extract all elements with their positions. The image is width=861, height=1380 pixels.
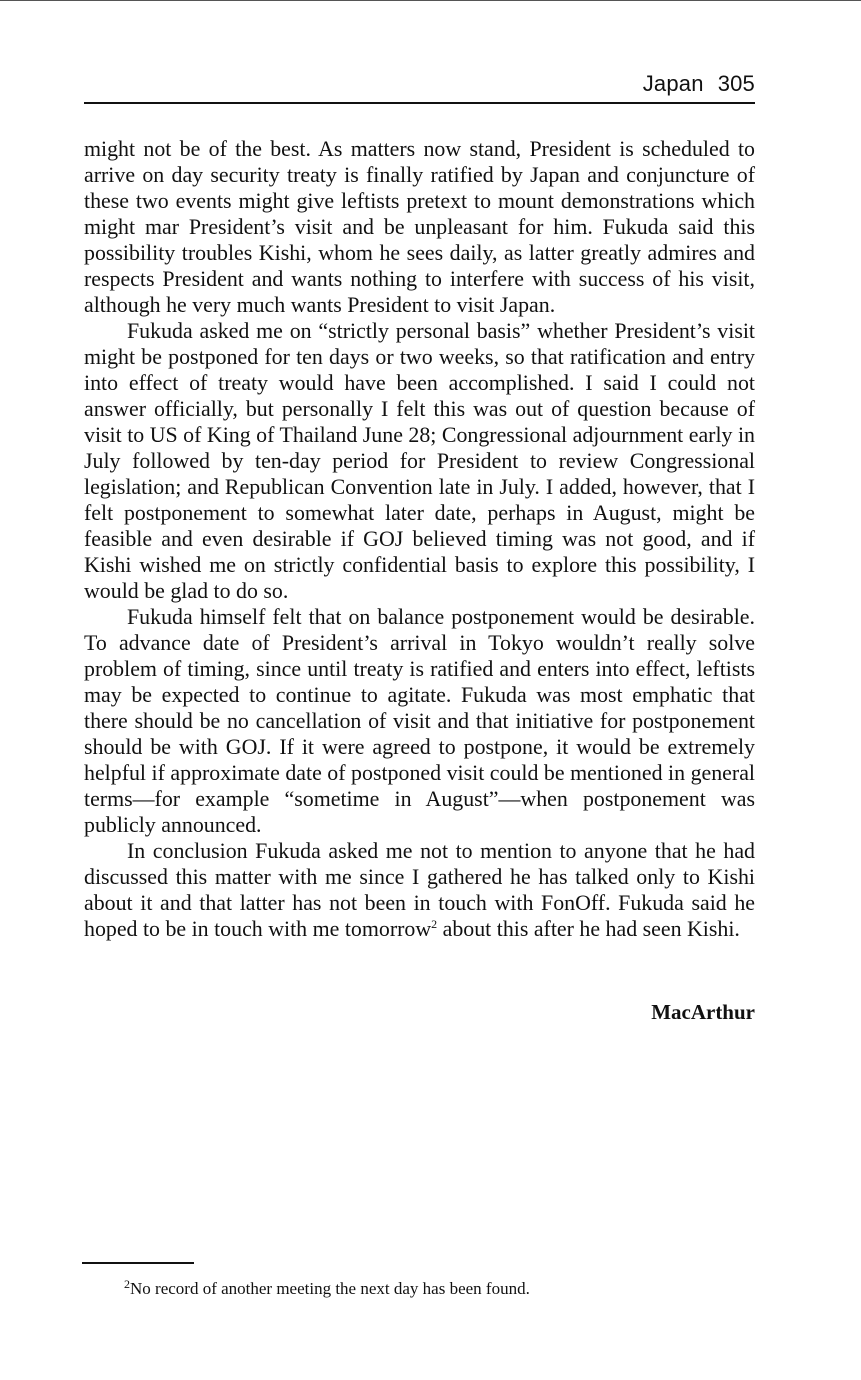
paragraph-1: might not be of the best. As matters now stand, President is scheduled to arrive on day security treaty is finally ratified by Japan and conjuncture of these two events might give leftists pretext to mount demonstrations which might mar President’s visit and be unpleasant for him. Fukuda said this possibility troubles Kishi, whom he sees daily, as latter greatly admires and respects President and wants nothing to interfere with success of his visit, although he very much wants President to visit Japan. [84, 136, 755, 317]
header-page-number: 305 [717, 71, 755, 96]
document-body [84, 136, 755, 942]
paragraph-2: Fukuda asked me on “strictly personal basis” whether President’s visit might be postponed for ten days or two weeks, so that ratification and entry into effect of treaty would have been accomplished. I said I could not answer officially, but personally I felt this was out of question because of visit to US of King of Thailand June 28; Congressional adjournment early in July followed by ten-day period for President to review Congressional legislation; and Republican Convention late in July. I added, however, that I felt postponement to somewhat later date, perhaps in August, might be feasible and even desirable if GOJ believed timing was not good, and if Kishi wished me on strictly confidential basis to explore this possibility, I would be glad to do so. [84, 318, 755, 603]
page-top-edge [0, 0, 861, 1]
signature: MacArthur [651, 1000, 755, 1024]
running-header [84, 70, 755, 104]
paragraph-4-text-end: about this after he had seen Kishi. [437, 916, 740, 941]
footnote-number: 2 [124, 1277, 130, 1291]
footnote [124, 1278, 530, 1300]
header-text [643, 71, 755, 97]
paragraph-3: Fukuda himself felt that on balance postponement would be desirable. To advance date of President’s arrival in Tokyo wouldn’t really solve problem of timing, since until treaty is ratified and enters into effect, leftists may be expected to continue to agitate. Fukuda was most emphatic that there should be no cancellation of visit and that initiative for postponement should be with GOJ. If it were agreed to postpone, it would be extremely helpful if approximate date of postponed visit could be mentioned in general terms—for example “sometime in August”—when postponement was publicly announced. [84, 604, 755, 837]
footnote-text: No record of another meeting the next day has been found. [130, 1279, 530, 1298]
paragraph-4 [84, 838, 755, 942]
footnote-reference: 2 [431, 917, 438, 931]
footnote-divider [82, 1262, 194, 1264]
paragraph-4-text-start: In conclusion Fukuda asked me not to mention to anyone that he had discussed this matter with me since I gathered he has talked only to Kishi about it and that latter has not been in touch with FonOff. Fukuda said he hoped to be in touch with me tomorrow [84, 838, 755, 941]
header-section-title: Japan [642, 71, 704, 96]
